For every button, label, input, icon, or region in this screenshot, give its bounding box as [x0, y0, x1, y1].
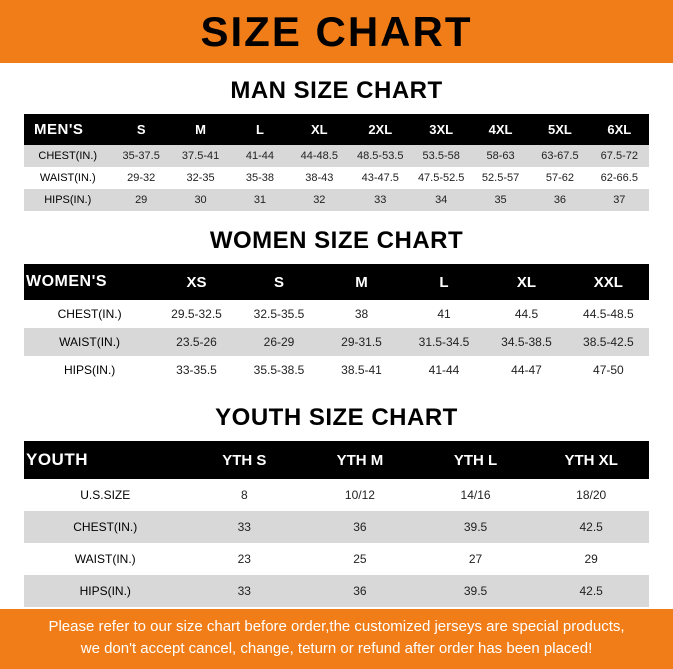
col-header: L — [403, 264, 486, 300]
cell: 29.5-32.5 — [155, 300, 238, 328]
youth-size-table — [24, 441, 649, 607]
cell: 35 — [471, 189, 530, 211]
cell: 62-66.5 — [590, 167, 649, 189]
cell: 27 — [418, 543, 534, 575]
col-header: YTH S — [187, 441, 303, 479]
cell: 34.5-38.5 — [485, 328, 568, 356]
cell: 33 — [349, 189, 412, 211]
cell: 32 — [290, 189, 349, 211]
cell: 29 — [112, 189, 171, 211]
col-header: XXL — [568, 264, 649, 300]
cell: 29-32 — [112, 167, 171, 189]
cell: 42.5 — [533, 511, 649, 543]
col-header: 3XL — [412, 114, 471, 145]
cell: 58-63 — [471, 145, 530, 167]
col-header: YOUTH — [24, 441, 187, 479]
cell: 33 — [187, 575, 303, 607]
table-row — [24, 300, 649, 328]
page-title: SIZE CHART — [200, 7, 473, 55]
cell: 32.5-35.5 — [238, 300, 321, 328]
col-header: 4XL — [471, 114, 530, 145]
cell: 38-43 — [290, 167, 349, 189]
cell: 36 — [530, 189, 589, 211]
table-header-row — [24, 264, 649, 300]
table-header-row — [24, 441, 649, 479]
cell: 47-50 — [568, 356, 649, 384]
cell: 52.5-57 — [471, 167, 530, 189]
disclaimer-line-1: Please refer to our size chart before order,the customized jerseys are special products, — [48, 618, 625, 635]
col-header: S — [238, 264, 321, 300]
cell: 29-31.5 — [320, 328, 403, 356]
cell: 38 — [320, 300, 403, 328]
cell: 63-67.5 — [530, 145, 589, 167]
cell: 44-48.5 — [290, 145, 349, 167]
cell: 38.5-41 — [320, 356, 403, 384]
cell: 36 — [302, 511, 418, 543]
row-label: HIPS(IN.) — [24, 356, 155, 384]
youth-table-wrap — [0, 441, 673, 607]
cell: 33 — [187, 511, 303, 543]
man-section-title: MAN SIZE CHART — [230, 77, 443, 104]
cell: 42.5 — [533, 575, 649, 607]
cell: 67.5-72 — [590, 145, 649, 167]
cell: 18/20 — [533, 479, 649, 511]
man-size-table — [24, 114, 649, 211]
table-row — [24, 479, 649, 511]
col-header: MEN'S — [24, 114, 112, 145]
cell: 41-44 — [230, 145, 289, 167]
cell: 34 — [412, 189, 471, 211]
cell: 41-44 — [403, 356, 486, 384]
col-header: YTH XL — [533, 441, 649, 479]
cell: 44.5 — [485, 300, 568, 328]
cell: 44.5-48.5 — [568, 300, 649, 328]
cell: 39.5 — [418, 575, 534, 607]
cell: 23.5-26 — [155, 328, 238, 356]
cell: 37.5-41 — [171, 145, 230, 167]
table-row — [24, 356, 649, 384]
cell: 53.5-58 — [412, 145, 471, 167]
cell: 41 — [403, 300, 486, 328]
col-header: YTH M — [302, 441, 418, 479]
cell: 38.5-42.5 — [568, 328, 649, 356]
row-label: WAIST(IN.) — [24, 543, 187, 575]
cell: 14/16 — [418, 479, 534, 511]
women-table-wrap — [0, 264, 673, 384]
table-row — [24, 511, 649, 543]
cell: 47.5-52.5 — [412, 167, 471, 189]
cell: 35-37.5 — [112, 145, 171, 167]
cell: 35.5-38.5 — [238, 356, 321, 384]
row-label: HIPS(IN.) — [24, 575, 187, 607]
cell: 29 — [533, 543, 649, 575]
col-header: 6XL — [590, 114, 649, 145]
table-row — [24, 167, 649, 189]
col-header: XS — [155, 264, 238, 300]
cell: 37 — [590, 189, 649, 211]
col-header: WOMEN'S — [24, 264, 155, 300]
row-label: CHEST(IN.) — [24, 145, 112, 167]
cell: 44-47 — [485, 356, 568, 384]
page-header — [0, 0, 673, 63]
cell: 39.5 — [418, 511, 534, 543]
women-section-title: WOMEN SIZE CHART — [209, 227, 464, 254]
cell: 10/12 — [302, 479, 418, 511]
cell: 35-38 — [230, 167, 289, 189]
cell: 25 — [302, 543, 418, 575]
cell: 31.5-34.5 — [403, 328, 486, 356]
row-label: HIPS(IN.) — [24, 189, 112, 211]
disclaimer-line-2: we don't accept cancel, change, teturn or refund after order has been placed! — [80, 640, 593, 657]
table-header-row — [24, 114, 649, 145]
col-header: 5XL — [530, 114, 589, 145]
row-label: WAIST(IN.) — [24, 328, 155, 356]
cell: 32-35 — [171, 167, 230, 189]
col-header: YTH L — [418, 441, 534, 479]
table-row — [24, 575, 649, 607]
col-header: XL — [290, 114, 349, 145]
women-size-table — [24, 264, 649, 384]
table-row — [24, 189, 649, 211]
cell: 31 — [230, 189, 289, 211]
table-row — [24, 543, 649, 575]
youth-section-title: YOUTH SIZE CHART — [215, 404, 458, 431]
cell: 26-29 — [238, 328, 321, 356]
cell: 23 — [187, 543, 303, 575]
col-header: XL — [485, 264, 568, 300]
cell: 36 — [302, 575, 418, 607]
row-label: WAIST(IN.) — [24, 167, 112, 189]
row-label: CHEST(IN.) — [24, 300, 155, 328]
cell: 57-62 — [530, 167, 589, 189]
row-label: CHEST(IN.) — [24, 511, 187, 543]
cell: 43-47.5 — [349, 167, 412, 189]
cell: 33-35.5 — [155, 356, 238, 384]
cell: 30 — [171, 189, 230, 211]
table-row — [24, 328, 649, 356]
cell: 8 — [187, 479, 303, 511]
cell: 48.5-53.5 — [349, 145, 412, 167]
table-row — [24, 145, 649, 167]
col-header: 2XL — [349, 114, 412, 145]
col-header: S — [112, 114, 171, 145]
col-header: L — [230, 114, 289, 145]
man-table-wrap — [0, 114, 673, 211]
row-label: U.S.SIZE — [24, 479, 187, 511]
col-header: M — [320, 264, 403, 300]
col-header: M — [171, 114, 230, 145]
disclaimer-footer — [0, 609, 673, 669]
